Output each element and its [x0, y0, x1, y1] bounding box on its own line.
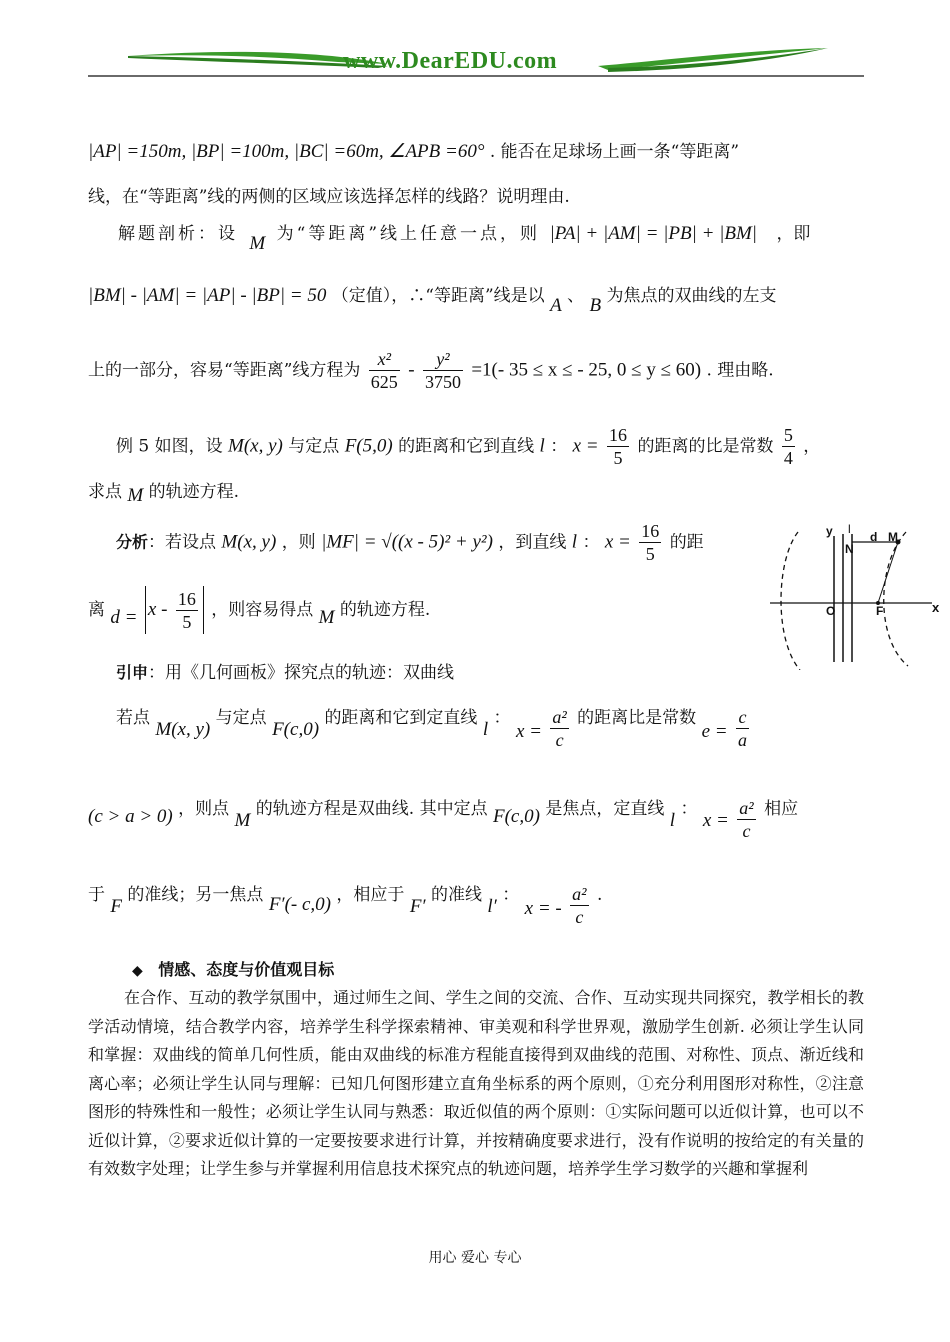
analysis-l2-abs-right-bar — [203, 586, 204, 634]
analysis-l2-abs-expr: x - — [147, 599, 168, 620]
ext1-point: M(x, y) — [155, 719, 211, 740]
ext1-t1: 若点 — [116, 708, 150, 728]
ex5-mid3: 的距离的比是常数 — [637, 436, 774, 457]
section-title: 情感、态度与价值观目标 — [158, 960, 335, 979]
line3-tail: ，即 — [776, 224, 811, 244]
analysis-frac-den: 5 — [645, 544, 655, 564]
analysis-eq: x = — [604, 531, 631, 553]
analysis-point: M(x, y) — [221, 531, 277, 553]
right-branch — [884, 532, 908, 666]
analysis-tail: 的距 — [669, 532, 704, 553]
line1-text: . 能否在足球场上画一条“等距离” — [489, 142, 740, 162]
line-3 — [118, 222, 862, 254]
ext2-frac-den: c — [742, 821, 751, 841]
fig-label-l: l — [848, 522, 851, 536]
ex5-mid1: 与定点 — [288, 436, 340, 457]
ext1-line-var: l — [482, 719, 489, 740]
ex5-l2-var: M — [127, 485, 144, 506]
ext2-t3: 是焦点，定直线 — [545, 799, 665, 819]
analysis-frac — [639, 520, 661, 565]
ext2-var: M — [234, 810, 251, 831]
section-heading — [132, 958, 862, 983]
line3-text: 为“等距离”线上任意一点，则 — [276, 224, 541, 244]
line5-text: 上的一部分，容易“等距离”线方程为 — [88, 360, 361, 381]
extension-label: 引申 — [116, 663, 149, 682]
ex5-l2-text1: 求点 — [88, 482, 122, 502]
ex5-l2-text2: 的轨迹方程. — [148, 482, 240, 502]
analysis-mf: |MF| = √((x - 5)² + y²) — [321, 531, 493, 553]
ext1-t3: 的距离和它到定直线 — [324, 708, 478, 728]
analysis-line1 — [116, 520, 704, 565]
ex5-frac — [607, 424, 629, 469]
fig-label-y: y — [826, 524, 833, 538]
line3-math: |PA| + |AM| = |PB| + |BM| — [549, 223, 758, 244]
ex5-mid2: 的距离和它到直线 — [398, 436, 535, 457]
ext1-e-den: a — [738, 730, 747, 750]
line-1 — [88, 140, 862, 164]
line4-math: |BM| - |AM| = |AP| - |BP| = 50 — [88, 285, 327, 306]
analysis-l2-frac — [176, 588, 198, 633]
ext1-e-eq: e = — [701, 721, 728, 742]
ex5-ratio-num: 5 — [783, 425, 793, 445]
analysis-l2-text2: ，则容易得点 — [211, 600, 314, 620]
ext3-frac-den: c — [575, 907, 584, 927]
diamond-bullet-icon: ◆ — [132, 963, 143, 979]
line5-rest: =1(- 35 ≤ x ≤ - 25, 0 ≤ y ≤ 60) — [471, 359, 702, 381]
ex5-focus: F(5,0) — [344, 435, 393, 457]
ext3-t6: . — [596, 885, 603, 905]
analysis-label: 分析 — [116, 532, 149, 552]
analysis-l2-text3: 的轨迹方程. — [339, 600, 431, 620]
example5-line1 — [116, 424, 862, 469]
analysis-text2: ，则 — [281, 532, 316, 553]
values-paragraph: 在合作、互动的教学氛围中，通过师生之间、学生之间的交流、合作、互动实现共同探究，教学相长的教学活动情境，结合教学内容，培养学生科学探索精神、审美观和科学世界观，激励学生创新. 必须让学生认同和掌握：双曲线的简单几何性质，能由双曲线的标准方程能直接得到双曲线的范围、对称性、顶点、渐近线和离心率；必须让学生认同与理解：已知几何图形建立直角坐标系的两个原则，①充分利用图形对称性，②注意图形的特殊性和一般性；必须让学生认同与熟悉：取近似值的两个原则：①实际问题可以近似计算，也可以不近似计算，②要求近似计算的一定要按要求进行计算，并按精确度要求进行，没有作说明的按给定的有关量的有效数字处理；让学生参与并掌握利用信息技术探究点的轨迹问题，培养学生学习数学的兴趣和掌握利 — [88, 988, 864, 1178]
ext-line-1 — [116, 706, 862, 751]
line4-var-b: B — [589, 295, 602, 316]
ex5-line-var: l — [539, 435, 545, 457]
ex5-colon: ： — [550, 436, 568, 457]
ex5-tail: ， — [803, 436, 821, 457]
ext2-focus: F(c,0) — [493, 806, 540, 827]
analysis-text3: ，到直线 — [498, 532, 567, 553]
ext-line-3 — [88, 883, 862, 928]
ext1-t2: 与定点 — [215, 708, 267, 728]
analysis-frac-num: 16 — [641, 521, 660, 541]
fig-label-x: x — [932, 600, 940, 615]
line5-frac1-num: x² — [369, 348, 400, 371]
logo-text: www.DearEDU.com — [343, 48, 558, 74]
ext2-frac-num: a² — [739, 798, 754, 818]
line5-minus: - — [408, 359, 415, 381]
ext3-t1: 于 — [88, 885, 105, 905]
fig-label-f: F — [876, 604, 884, 618]
ext1-frac — [550, 706, 568, 751]
line2-text: 线，在“等距离”线的两侧的区域应该选择怎样的线路？说明理由. — [88, 187, 570, 207]
line4-text: （定值），∴“等距离”线是以 — [331, 286, 545, 306]
fig-label-o: O — [826, 604, 836, 618]
ext2-cond: (c > a > 0) — [88, 806, 173, 827]
ext2-t1: ，则点 — [178, 799, 230, 819]
ext3-focus2: F′(- c,0) — [268, 894, 332, 915]
ext3-t5: ： — [502, 885, 520, 905]
fig-label-d: d — [870, 530, 878, 544]
analysis-line2 — [88, 586, 430, 634]
ext2-t2: 的轨迹方程是双曲线. 其中定点 — [255, 799, 488, 819]
ex5-prefix: 例 5 如图，设 — [116, 436, 223, 457]
line4-var-a: A — [550, 295, 562, 316]
analysis-text4: ： — [582, 532, 600, 553]
ext3-t3: ，相应于 — [336, 885, 405, 905]
line-5 — [88, 348, 862, 393]
ext2-t4: ： — [680, 799, 698, 819]
line-4 — [88, 284, 862, 316]
ext3-frac — [570, 883, 588, 928]
fig-label-m: M — [888, 530, 898, 544]
extension-line — [116, 661, 862, 685]
analysis-text1: ：若设点 — [148, 532, 217, 553]
analysis-l2-frac-num: 16 — [177, 588, 196, 609]
analysis-l2-text1: 离 — [88, 600, 105, 620]
line5-frac1 — [369, 348, 400, 393]
mf-segment — [878, 542, 898, 603]
footer-text: 用心 爱心 专心 — [428, 1250, 522, 1266]
ext3-line-var: l′ — [487, 896, 497, 917]
left-branch — [781, 532, 800, 670]
line4-sep: 、 — [567, 286, 585, 306]
ext2-t5: 相应 — [764, 799, 799, 819]
analysis-l2-var: M — [318, 607, 335, 628]
line5-frac2-den: 3750 — [424, 372, 461, 392]
ext3-var-f: F — [110, 896, 123, 917]
ex5-point: M(x, y) — [228, 435, 283, 457]
ext3-eq: x = - — [524, 898, 562, 919]
ex5-frac-den: 5 — [613, 448, 623, 468]
ext-line-2 — [88, 797, 862, 842]
ex5-ratio — [782, 424, 795, 469]
hyperbola-diagram — [766, 520, 946, 670]
ext3-t4: 的准线 — [431, 885, 482, 905]
ext1-t5: 的距离比是常数 — [577, 708, 697, 728]
line5-frac1-den: 625 — [370, 372, 398, 392]
ext3-var-f2: F′ — [409, 896, 426, 917]
line3-var: M — [249, 233, 266, 254]
analysis-line-var: l — [571, 531, 578, 553]
ext3-frac-num: a² — [572, 884, 587, 904]
ext2-eq: x = — [702, 810, 729, 831]
ext1-e-frac — [736, 706, 749, 751]
line4-tail: 为焦点的双曲线的左支 — [606, 286, 777, 306]
ext1-e-num: c — [736, 706, 749, 729]
ext1-focus: F(c,0) — [272, 719, 320, 740]
hyperbola-figure — [766, 520, 946, 670]
line-2 — [88, 185, 862, 209]
ext2-frac — [737, 797, 755, 842]
ext1-t4: ： — [493, 708, 511, 728]
analysis-l2-frac-den: 5 — [182, 611, 192, 632]
ex5-frac-num: 16 — [609, 425, 628, 445]
ext3-t2: 的准线；另一焦点 — [127, 885, 264, 905]
ex5-eq: x = — [572, 435, 599, 457]
ex5-ratio-den: 4 — [783, 448, 793, 468]
fig-label-n: N — [845, 542, 854, 556]
extension-text: ：用《几何画板》探究点的轨迹：双曲线 — [148, 663, 455, 683]
line3-label: 解题剖析：设 — [118, 224, 238, 244]
ext1-frac-den: c — [555, 730, 564, 750]
analysis-l2-d-eq: d = — [110, 607, 138, 628]
line5-tail: . 理由略. — [706, 360, 774, 381]
ext1-eq: x = — [515, 721, 542, 742]
ext1-frac-num: a² — [552, 707, 567, 727]
ext2-line-var: l — [669, 810, 676, 831]
line5-frac2-num: y² — [423, 348, 463, 371]
analysis-l2-abs-left-bar — [145, 586, 146, 634]
example5-line2 — [88, 480, 862, 504]
header-logo — [88, 40, 864, 80]
line1-math: |AP| =150m, |BP| =100m, |BC| =60m, ∠APB =60° — [88, 141, 485, 162]
line5-frac2 — [423, 348, 463, 393]
